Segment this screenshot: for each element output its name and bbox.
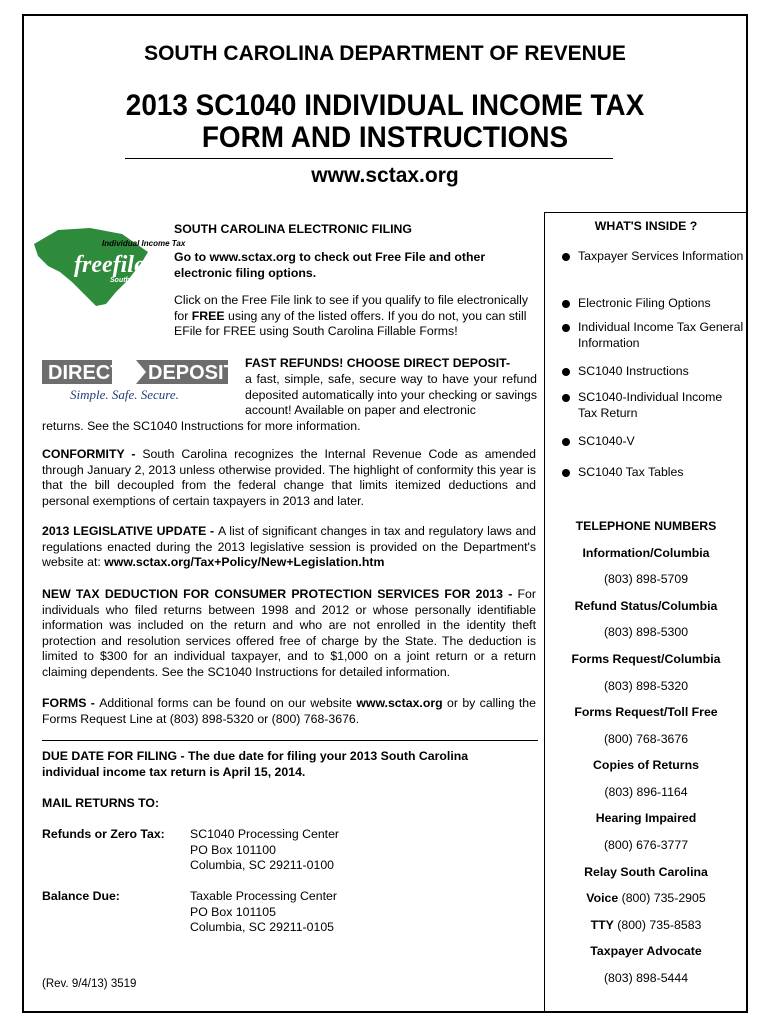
bullet-icon <box>562 394 570 402</box>
legislation-link[interactable]: www.sctax.org/Tax+Policy/New+Legislation.htm <box>104 555 385 570</box>
title-line-1: 2013 SC1040 INDIVIDUAL INCOME TAX <box>125 89 645 122</box>
forms-website-link[interactable]: www.sctax.org <box>356 696 443 710</box>
phone-voice: Voice (800) 735-2905 <box>586 891 706 905</box>
list-item: Electronic Filing Options <box>548 296 744 327</box>
phone-info-label: Information/Columbia <box>582 546 710 560</box>
phone-tollfree-number: (800) 768-3676 <box>603 732 689 746</box>
bullet-icon <box>562 438 570 446</box>
phone-relay-label: Relay South Carolina <box>584 865 708 879</box>
dd-tagline: Simple. Safe. Secure. <box>70 387 179 402</box>
refund-address: SC1040 Processing Center PO Box 101100 Columbia, SC 29211-0100 <box>190 827 340 873</box>
efile-intro: Go to www.sctax.org to check out Free File and other electronic filing options. <box>174 250 486 280</box>
free-file-logo <box>30 222 186 312</box>
department-name: SOUTH CAROLINA DEPARTMENT OF REVENUE <box>144 42 626 65</box>
phone-tty: TTY (800) 735-8583 <box>590 918 702 932</box>
deposit-text-continued: returns. See the SC1040 Instructions for more information. <box>42 419 361 433</box>
list-item: Individual Income Tax General Information <box>548 320 744 351</box>
title-line-2: FORM AND INSTRUCTIONS <box>201 121 569 154</box>
phone-hearing-number: (800) 676-3777 <box>603 838 689 852</box>
column-divider <box>544 212 545 1011</box>
title-underline <box>125 158 613 159</box>
bullet-icon <box>562 253 570 261</box>
phone-advocate-label: Taxpayer Advocate <box>590 944 702 958</box>
phone-copies-label: Copies of Returns <box>593 758 699 772</box>
forms-section: FORMS - Additional forms can be found on our website www.sctax.org or by calling the Forms Request Line at (803) 898-5320 or (800) 768-3676. <box>42 696 536 726</box>
freefile-state: South Carolina <box>110 277 160 284</box>
website-link[interactable]: www.sctax.org <box>311 164 459 187</box>
balance-label: Balance Due: <box>42 889 120 903</box>
phone-hearing-label: Hearing Impaired <box>595 811 697 825</box>
sidebar-top-rule <box>544 212 748 213</box>
due-date-section: DUE DATE FOR FILING - The due date for filing your 2013 South Carolina individual income tax return is April 15, 2014. <box>42 749 469 779</box>
efile-heading: SOUTH CAROLINA ELECTRONIC FILING <box>174 222 412 236</box>
list-item: SC1040 Tax Tables <box>548 465 744 496</box>
page-title <box>27 90 743 154</box>
phone-forms-label: Forms Request/Columbia <box>571 652 721 666</box>
phones-heading: TELEPHONE NUMBERS <box>575 519 717 533</box>
phone-info-number: (803) 898-5709 <box>603 572 689 586</box>
phone-copies-number: (803) 896-1164 <box>604 785 688 799</box>
list-item: SC1040 Instructions <box>548 364 744 395</box>
dd-word-direct: DIRECT <box>48 362 123 384</box>
bullet-icon <box>562 469 570 477</box>
legislative-update-section: 2013 LEGISLATIVE UPDATE - A list of significant changes in tax and regulatory laws and regulations enacted during the 2013 legislative session is provided on the Department's website at: www.sctax.org/Tax+Policy/New+Legislation.htm <box>42 524 537 570</box>
deduction-section: NEW TAX DEDUCTION FOR CONSUMER PROTECTION SERVICES FOR 2013 - For individuals who filed returns between 1998 and 2012 or whose personally identifiable information was included on the return and who are not enrolled in the identity theft protection and resolution services offered free of charge by the State. The deduction is limited to $300 for an individual taxpayer, and to $1,000 on a joint return or a return claiming dependents. See the SC1040 Instructions for detailed information. <box>42 587 536 679</box>
efile-freefile-text: Click on the Free File link to see if you qualify to file electronically for FREE using any of the listed offers. If you do not, you can still EFile for FREE using South Carolina Fillable Forms! <box>174 293 529 339</box>
dd-word-deposit: DEPOSIT <box>148 362 236 384</box>
revision-number: (Rev. 9/4/13) 3519 <box>42 978 137 990</box>
balance-address: Taxable Processing Center PO Box 101105 Columbia, SC 29211-0105 <box>190 889 337 935</box>
phone-refund-number: (803) 898-5300 <box>603 625 689 639</box>
freefile-tagline: Individual Income Tax <box>102 239 186 248</box>
bullet-icon <box>562 300 570 308</box>
phone-refund-label: Refund Status/Columbia <box>574 599 718 613</box>
mail-heading: MAIL RETURNS TO: <box>42 796 160 810</box>
list-item: SC1040-V <box>548 434 744 465</box>
bullet-icon <box>562 324 570 332</box>
list-item: Taxpayer Services Information <box>548 249 744 280</box>
inside-list <box>548 249 744 496</box>
list-item: SC1040-Individual Income Tax Return <box>548 390 744 421</box>
bullet-icon <box>562 368 570 376</box>
deposit-text: a fast, simple, safe, secure way to have your refund deposited automatically into your checking or savings account! Available on paper and electronic <box>245 372 537 418</box>
phone-forms-number: (803) 898-5320 <box>603 679 689 693</box>
phone-tollfree-label: Forms Request/Toll Free <box>574 705 718 719</box>
freefile-wordmark: freefile <box>74 252 145 278</box>
phone-advocate-number: (803) 898-5444 <box>603 971 689 985</box>
refund-label: Refunds or Zero Tax: <box>42 827 165 841</box>
inside-heading: WHAT'S INSIDE ? <box>594 219 698 233</box>
conformity-section: CONFORMITY - South Carolina recognizes the Internal Revenue Code as amended through January 2, 2013 unless otherwise provided. The highlight of conformity this year is that the bill decoupled from the federal change that limits itemized deductions and personal exemptions of certain taxpayers in 2013 and later. <box>42 447 536 508</box>
direct-deposit-logo <box>42 358 236 402</box>
deposit-heading: FAST REFUNDS! CHOOSE DIRECT DEPOSIT- <box>245 356 511 370</box>
section-divider <box>42 740 538 741</box>
